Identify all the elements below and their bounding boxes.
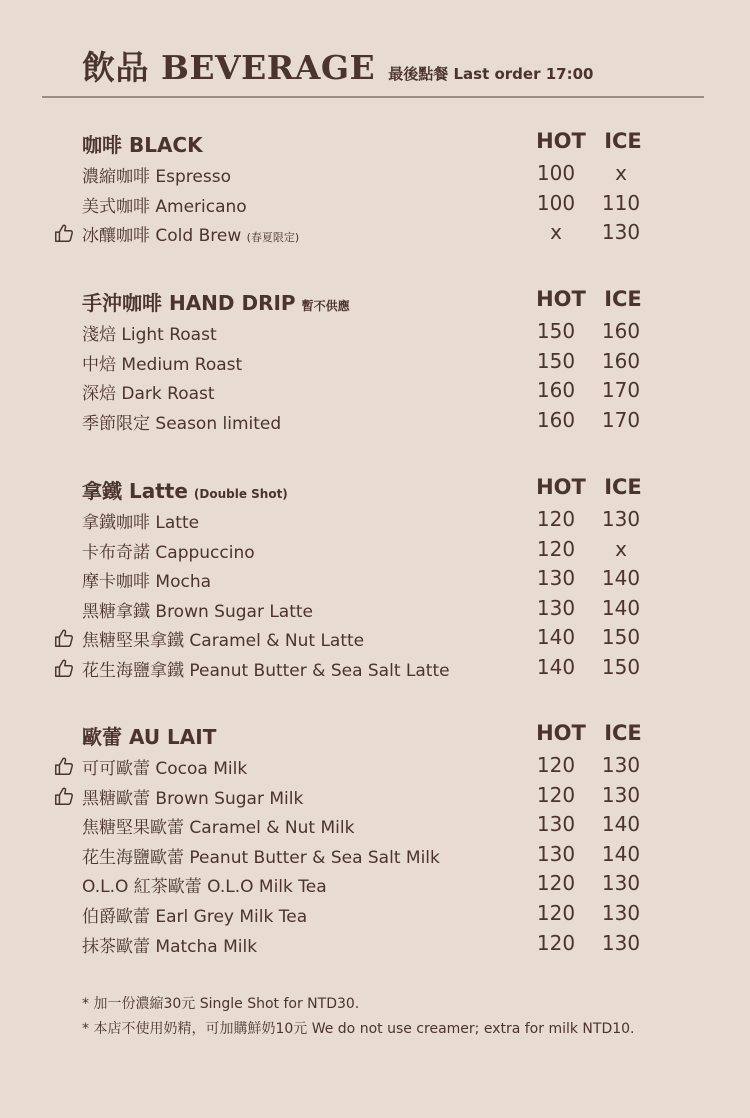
item-name <box>82 320 217 345</box>
item-name-text: 焦糖堅果拿鐵 Caramel & Nut Latte <box>82 631 365 652</box>
item-name <box>82 597 313 622</box>
section-note: (Double Shot) <box>193 487 288 501</box>
item-name <box>82 754 247 779</box>
ice-price: 160 <box>601 348 641 373</box>
item-name-text: 摩卡咖啡 Mocha <box>82 572 212 593</box>
menu-item-row <box>0 217 750 247</box>
hot-price: 130 <box>536 841 576 866</box>
hot-price: 120 <box>536 507 576 531</box>
item-name-text: 冰釀咖啡 Cold Brew <box>82 226 242 247</box>
item-name-text: 濃縮咖啡 Espresso <box>82 167 231 187</box>
page-title: 飲品 BEVERAGE <box>82 48 376 87</box>
menu-item-row <box>0 593 750 623</box>
ice-price: 130 <box>601 782 641 807</box>
item-name-text: 深焙 Dark Roast <box>82 384 215 405</box>
item-name <box>82 872 327 897</box>
item-name-text: 中焙 Medium Roast <box>82 354 243 375</box>
item-note: (春夏限定) <box>246 231 300 245</box>
section-header <box>0 473 750 504</box>
menu-section <box>0 127 750 247</box>
section-title-text: 拿鐵 Latte <box>82 479 188 503</box>
hot-column-header: HOT <box>536 475 586 499</box>
ice-price: x <box>615 161 627 185</box>
item-name-text: 黑糖拿鐵 Brown Sugar Latte <box>82 601 314 622</box>
hot-price: 140 <box>536 625 576 650</box>
hot-price: 130 <box>536 566 576 591</box>
header-divider <box>42 96 704 98</box>
ice-price: 110 <box>601 190 641 215</box>
item-name-text: 季節限定 Season limited <box>82 413 282 434</box>
menu-item-row <box>0 868 750 898</box>
hot-price: 130 <box>536 812 576 837</box>
ice-price: 150 <box>601 625 641 650</box>
item-name-text: 抹茶歐蕾 Matcha Milk <box>82 936 258 957</box>
item-name-text: 美式咖啡 Americano <box>82 196 247 217</box>
menu-item-row <box>0 563 750 593</box>
menu-section <box>0 285 750 434</box>
item-name <box>82 508 199 533</box>
item-name-text: 焦糖堅果歐蕾 Caramel & Nut Milk <box>82 818 355 839</box>
item-name <box>82 784 303 809</box>
menu-item-row <box>0 375 750 405</box>
item-name <box>82 656 450 681</box>
item-name-text: 拿鐵咖啡 Latte <box>82 513 200 533</box>
thumbs-up-icon <box>53 785 75 807</box>
ice-price: 150 <box>601 654 641 679</box>
hot-price: 130 <box>536 595 576 620</box>
section-header <box>0 285 750 316</box>
hot-price: 150 <box>536 348 576 373</box>
item-name-text: 可可歐蕾 Cocoa Milk <box>82 759 248 779</box>
item-name <box>82 350 242 375</box>
item-name <box>82 567 211 592</box>
ice-price: 130 <box>601 753 641 777</box>
section-title-text: 歐蕾 AU LAIT <box>82 725 217 749</box>
ice-column-header: ICE <box>604 287 642 311</box>
hot-price: 100 <box>536 190 576 215</box>
hot-column-header: HOT <box>536 129 586 153</box>
ice-price: 130 <box>601 930 641 955</box>
item-name <box>82 162 231 187</box>
thumbs-up-icon <box>53 222 75 244</box>
section-header <box>0 127 750 158</box>
ice-price: 130 <box>601 871 641 896</box>
menu-item-row <box>0 839 750 869</box>
item-name-text: 伯爵歐蕾 Earl Grey Milk Tea <box>82 906 308 927</box>
section-header <box>0 719 750 750</box>
hot-column-header: HOT <box>536 287 586 311</box>
item-name <box>82 813 354 838</box>
item-name <box>82 409 281 434</box>
thumbs-up-icon <box>53 627 75 649</box>
section-title <box>82 475 288 504</box>
item-name <box>82 843 440 868</box>
section-note: 暫不供應 <box>301 299 350 313</box>
footnote: * 加一份濃縮30元 Single Shot for NTD30. <box>82 996 360 1012</box>
menu-item-row <box>0 504 750 534</box>
menu-item-row <box>0 405 750 435</box>
item-name-text: 花生海鹽歐蕾 Peanut Butter & Sea Salt Milk <box>82 847 440 868</box>
item-name <box>82 626 364 651</box>
ice-price: 130 <box>601 220 641 245</box>
menu-header <box>82 42 593 88</box>
menu-item-row <box>0 750 750 780</box>
section-title <box>82 721 222 750</box>
hot-price: 150 <box>536 319 576 343</box>
ice-price: 140 <box>601 566 641 591</box>
item-name-text: 淺焙 Light Roast <box>82 325 217 345</box>
ice-price: 140 <box>601 812 641 837</box>
ice-price: 140 <box>601 841 641 866</box>
section-title <box>82 287 350 316</box>
hot-column-header: HOT <box>536 721 586 745</box>
menu-item-row <box>0 158 750 188</box>
menu-item-row <box>0 346 750 376</box>
item-name <box>82 538 255 563</box>
ice-price: 170 <box>601 407 641 432</box>
thumbs-up-icon <box>53 657 75 679</box>
menu-item-row <box>0 898 750 928</box>
item-name <box>82 221 299 246</box>
ice-price: 130 <box>601 900 641 925</box>
hot-price: 100 <box>536 161 576 185</box>
menu-item-row <box>0 809 750 839</box>
section-title <box>82 129 209 158</box>
item-name <box>82 932 257 957</box>
ice-price: 160 <box>601 319 641 343</box>
menu-item-row <box>0 188 750 218</box>
item-name <box>82 379 215 404</box>
item-name-text: 花生海鹽拿鐵 Peanut Butter & Sea Salt Latte <box>82 660 450 681</box>
item-name <box>82 192 247 217</box>
menu-item-row <box>0 534 750 564</box>
hot-price: 140 <box>536 654 576 679</box>
ice-price: 170 <box>601 378 641 403</box>
menu-item-row <box>0 622 750 652</box>
hot-price: 120 <box>536 900 576 925</box>
hot-price: 120 <box>536 753 576 777</box>
menu-item-row <box>0 652 750 682</box>
ice-column-header: ICE <box>604 129 642 153</box>
hot-price: 120 <box>536 930 576 955</box>
menu-item-row <box>0 316 750 346</box>
item-name-text: O.L.O 紅茶歐蕾 O.L.O Milk Tea <box>82 877 327 898</box>
footnote: * 本店不使用奶精，可加購鮮奶10元 We do not use creamer; extra for milk NTD10. <box>82 1021 635 1037</box>
hot-price: 120 <box>536 871 576 896</box>
item-name-text: 卡布奇諾 Cappuccino <box>82 542 255 563</box>
menu-item-row <box>0 780 750 810</box>
ice-column-header: ICE <box>604 721 642 745</box>
thumbs-up-icon <box>53 755 75 777</box>
hot-price: 120 <box>536 782 576 807</box>
section-title-text: 咖啡 BLACK <box>82 133 203 157</box>
ice-price: 140 <box>601 595 641 620</box>
hot-price: 160 <box>536 407 576 432</box>
last-order-note: 最後點餐 Last order 17:00 <box>388 65 594 83</box>
ice-price: x <box>615 536 627 561</box>
hot-price: 160 <box>536 378 576 403</box>
item-name <box>82 902 307 927</box>
item-name-text: 黑糖歐蕾 Brown Sugar Milk <box>82 788 304 809</box>
menu-section <box>0 719 750 957</box>
menu-section <box>0 473 750 682</box>
menu-item-row <box>0 928 750 958</box>
ice-column-header: ICE <box>604 475 642 499</box>
section-title-text: 手沖咖啡 HAND DRIP <box>82 291 296 315</box>
ice-price: 130 <box>601 507 641 531</box>
hot-price: x <box>550 220 562 245</box>
hot-price: 120 <box>536 536 576 561</box>
